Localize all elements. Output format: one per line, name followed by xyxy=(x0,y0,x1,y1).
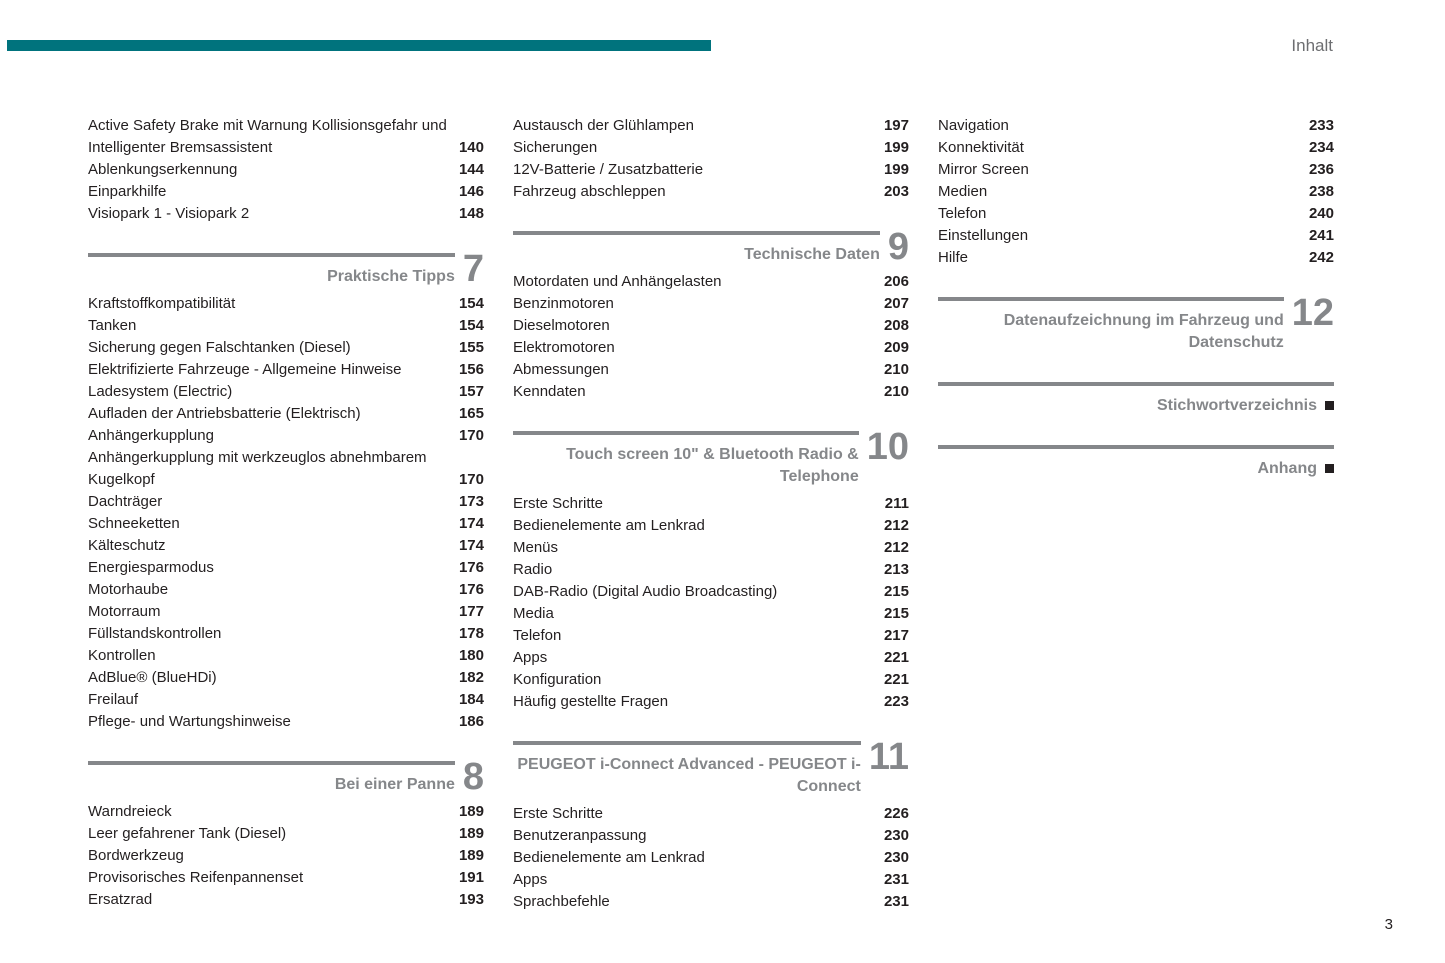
entry-label: Kontrollen xyxy=(88,647,156,664)
entry-label: Telefon xyxy=(938,205,987,222)
entry-page-number: 241 xyxy=(1308,227,1334,244)
toc-entry-group xyxy=(513,115,909,203)
entry-page-number: 209 xyxy=(883,339,909,356)
toc-entry xyxy=(88,447,484,491)
entry-page-number: 234 xyxy=(1308,139,1334,156)
entry-page-number: 199 xyxy=(883,161,909,178)
entry-page-number: 191 xyxy=(458,869,484,886)
entry-page-number: 178 xyxy=(458,625,484,642)
entry-page-number: 189 xyxy=(458,847,484,864)
toc-entry xyxy=(513,891,909,913)
toc-entry xyxy=(88,425,484,447)
toc-entry xyxy=(88,491,484,513)
entry-label: Ablenkungserkennung xyxy=(88,161,238,178)
section-header xyxy=(88,756,484,798)
toc-entry xyxy=(88,845,484,867)
section-rule xyxy=(88,253,455,257)
section-header-left xyxy=(513,741,861,798)
entry-label: Bedienelemente am Lenkrad xyxy=(513,517,705,534)
toc-entry xyxy=(938,159,1334,181)
entry-page-number: 165 xyxy=(458,405,484,422)
entry-page-number: 203 xyxy=(883,183,909,200)
entry-label: Austausch der Glühlampen xyxy=(513,117,694,134)
entry-page-number: 148 xyxy=(458,205,484,222)
toc-entry xyxy=(513,581,909,603)
entry-page-number: 238 xyxy=(1308,183,1334,200)
section-number: 9 xyxy=(887,226,909,268)
entry-label: Füllstandskontrollen xyxy=(88,625,222,642)
toc-entry xyxy=(938,203,1334,225)
toc-entry xyxy=(513,825,909,847)
section-header xyxy=(513,426,909,488)
toc-column-1 xyxy=(88,110,484,913)
toc-entry xyxy=(513,381,909,403)
toc-entry xyxy=(88,645,484,667)
entry-label: Sicherung gegen Falschtanken (Diesel) xyxy=(88,339,351,356)
toc-entry xyxy=(88,867,484,889)
entry-page-number: 217 xyxy=(883,627,909,644)
toc-entry xyxy=(938,115,1334,137)
entry-label: Motorhaube xyxy=(88,581,169,598)
entry-label: Apps xyxy=(513,871,548,888)
entry-list xyxy=(513,115,909,203)
toc-entry xyxy=(88,359,484,381)
section-rule xyxy=(513,741,861,745)
section-title: Praktische Tipps xyxy=(327,268,455,285)
section-title: Datenaufzeichnung im Fahrzeug und Datenschutz xyxy=(1003,312,1284,351)
toc-entry xyxy=(513,537,909,559)
toc-entry xyxy=(513,493,909,515)
toc-entry xyxy=(513,181,909,203)
section-number: 10 xyxy=(866,426,909,468)
square-marker-icon xyxy=(1325,464,1334,473)
entry-label: Ladesystem (Electric) xyxy=(88,383,233,400)
entry-list xyxy=(513,803,909,913)
entry-page-number: 240 xyxy=(1308,205,1334,222)
toc-entry xyxy=(513,159,909,181)
toc-entry xyxy=(88,535,484,557)
entry-list xyxy=(88,293,484,733)
toc-entry xyxy=(513,559,909,581)
page-number: 3 xyxy=(1384,916,1393,933)
toc-section xyxy=(513,426,909,713)
toc-entry xyxy=(513,669,909,691)
toc-entry xyxy=(513,271,909,293)
entry-label: Benzinmotoren xyxy=(513,295,614,312)
entry-label: Elektrifizierte Fahrzeuge - Allgemeine Hinweise xyxy=(88,361,402,378)
section-rule xyxy=(938,445,1334,449)
toc-entry-group xyxy=(88,115,484,225)
entry-label: Anhängerkupplung xyxy=(88,427,214,444)
entry-page-number: 212 xyxy=(883,539,909,556)
section-header-left xyxy=(88,253,455,288)
toc-entry xyxy=(513,847,909,869)
entry-label: Ersatzrad xyxy=(88,891,153,908)
entry-label: Medien xyxy=(938,183,988,200)
toc-entry xyxy=(513,315,909,337)
toc-entry xyxy=(88,557,484,579)
entry-page-number: 199 xyxy=(883,139,909,156)
entry-label: Einparkhilfe xyxy=(88,183,167,200)
entry-page-number: 221 xyxy=(883,671,909,688)
entry-page-number: 207 xyxy=(883,295,909,312)
toc-entry-group xyxy=(938,115,1334,269)
entry-page-number: 189 xyxy=(458,825,484,842)
toc-entry xyxy=(88,203,484,225)
toc-section xyxy=(938,382,1334,417)
toc-entry xyxy=(88,403,484,425)
entry-label: Kraftstoffkompatibilität xyxy=(88,295,236,312)
entry-label: Visiopark 1 - Visiopark 2 xyxy=(88,205,250,222)
entry-page-number: 230 xyxy=(883,827,909,844)
toc-entry xyxy=(88,801,484,823)
section-header-left xyxy=(513,431,859,488)
toc-entry xyxy=(938,225,1334,247)
section-rule xyxy=(938,382,1334,386)
toc-entry xyxy=(513,625,909,647)
section-rule xyxy=(513,431,859,435)
entry-label: Mirror Screen xyxy=(938,161,1029,178)
entry-label: Erste Schritte xyxy=(513,495,604,512)
entry-label: Einstellungen xyxy=(938,227,1029,244)
entry-page-number: 226 xyxy=(883,805,909,822)
toc-entry xyxy=(88,689,484,711)
section-rule xyxy=(88,761,455,765)
entry-label: Energiesparmodus xyxy=(88,559,214,576)
entry-list xyxy=(938,115,1334,269)
entry-list xyxy=(513,271,909,403)
entry-label: Abmessungen xyxy=(513,361,609,378)
entry-label: Elektromotoren xyxy=(513,339,615,356)
toc-section xyxy=(513,226,909,403)
section-header xyxy=(938,382,1334,417)
section-rule xyxy=(938,297,1284,301)
section-header xyxy=(938,445,1334,480)
entry-label: Benutzeranpassung xyxy=(513,827,647,844)
entry-label: Active Safety Brake mit Warnung Kollisionsgefahr und Intelligenter Bremsassistent xyxy=(88,117,447,156)
section-header-left xyxy=(938,445,1334,480)
section-title: Stichwortverzeichnis xyxy=(938,395,1334,417)
toc-entry xyxy=(938,181,1334,203)
toc-entry xyxy=(513,115,909,137)
entry-page-number: 215 xyxy=(883,583,909,600)
entry-label: Motordaten und Anhängelasten xyxy=(513,273,722,290)
entry-label: Leer gefahrener Tank (Diesel) xyxy=(88,825,287,842)
toc-section xyxy=(88,756,484,911)
entry-label: Motorraum xyxy=(88,603,161,620)
toc-entry xyxy=(88,711,484,733)
toc-entry xyxy=(88,513,484,535)
entry-page-number: 210 xyxy=(883,383,909,400)
toc-entry xyxy=(88,667,484,689)
entry-label: Bedienelemente am Lenkrad xyxy=(513,849,705,866)
entry-label: Dachträger xyxy=(88,493,163,510)
entry-label: Warndreieck xyxy=(88,803,172,820)
section-header xyxy=(513,736,909,798)
toc-columns xyxy=(88,110,1334,913)
section-title: Touch screen 10" & Bluetooth Radio & Telephone xyxy=(566,446,859,485)
entry-page-number: 236 xyxy=(1308,161,1334,178)
toc-entry xyxy=(513,359,909,381)
entry-label: Aufladen der Antriebsbatterie (Elektrisch) xyxy=(88,405,361,422)
entry-page-number: 221 xyxy=(883,649,909,666)
entry-list xyxy=(88,801,484,911)
section-title: PEUGEOT i-Connect Advanced - PEUGEOT i-Connect xyxy=(517,756,861,795)
entry-list xyxy=(513,493,909,713)
entry-page-number: 154 xyxy=(458,317,484,334)
section-rule xyxy=(513,231,880,235)
entry-page-number: 215 xyxy=(883,605,909,622)
section-header xyxy=(513,226,909,268)
entry-page-number: 211 xyxy=(884,495,909,512)
toc-entry xyxy=(513,515,909,537)
section-header xyxy=(88,248,484,290)
entry-label: Dieselmotoren xyxy=(513,317,610,334)
section-title: Technische Daten xyxy=(744,246,880,263)
entry-page-number: 174 xyxy=(458,537,484,554)
entry-label: Navigation xyxy=(938,117,1009,134)
entry-label: Häufig gestellte Fragen xyxy=(513,693,669,710)
entry-page-number: 242 xyxy=(1308,249,1334,266)
entry-page-number: 233 xyxy=(1308,117,1334,134)
entry-page-number: 176 xyxy=(458,559,484,576)
section-title: Anhang xyxy=(938,458,1334,480)
toc-entry xyxy=(88,823,484,845)
entry-page-number: 155 xyxy=(458,339,484,356)
entry-page-number: 144 xyxy=(458,161,484,178)
toc-column-2 xyxy=(513,110,909,913)
entry-label: Sicherungen xyxy=(513,139,598,156)
accent-bar xyxy=(7,40,711,51)
section-header-left xyxy=(88,761,455,796)
toc-entry xyxy=(513,137,909,159)
toc-entry xyxy=(513,803,909,825)
entry-page-number: 210 xyxy=(883,361,909,378)
entry-page-number: 212 xyxy=(883,517,909,534)
toc-section xyxy=(938,445,1334,480)
entry-page-number: 193 xyxy=(458,891,484,908)
toc-entry xyxy=(513,869,909,891)
entry-page-number: 208 xyxy=(883,317,909,334)
entry-page-number: 146 xyxy=(458,183,484,200)
toc-section xyxy=(938,292,1334,354)
entry-label: Apps xyxy=(513,649,548,666)
entry-label: Provisorisches Reifenpannenset xyxy=(88,869,304,886)
section-header-left xyxy=(513,231,880,266)
entry-page-number: 180 xyxy=(458,647,484,664)
toc-entry xyxy=(88,115,484,159)
entry-page-number: 206 xyxy=(883,273,909,290)
entry-label: 12V-Batterie / Zusatzbatterie xyxy=(513,161,704,178)
section-number: 7 xyxy=(462,248,484,290)
toc-entry xyxy=(88,579,484,601)
toc-entry xyxy=(88,337,484,359)
entry-label: Pflege- und Wartungshinweise xyxy=(88,713,291,730)
entry-label: Erste Schritte xyxy=(513,805,604,822)
section-header xyxy=(938,292,1334,354)
entry-page-number: 184 xyxy=(458,691,484,708)
toc-entry xyxy=(938,137,1334,159)
toc-entry xyxy=(513,691,909,713)
entry-label: Schneeketten xyxy=(88,515,180,532)
entry-label: Kälteschutz xyxy=(88,537,166,554)
entry-label: Fahrzeug abschleppen xyxy=(513,183,666,200)
entry-page-number: 230 xyxy=(883,849,909,866)
entry-label: Sprachbefehle xyxy=(513,893,610,910)
section-number: 8 xyxy=(462,756,484,798)
toc-entry xyxy=(513,293,909,315)
entry-page-number: 197 xyxy=(883,117,909,134)
entry-label: Telefon xyxy=(513,627,562,644)
entry-page-number: 231 xyxy=(883,893,909,910)
entry-page-number: 223 xyxy=(883,693,909,710)
entry-page-number: 170 xyxy=(458,427,484,444)
entry-page-number: 231 xyxy=(883,871,909,888)
entry-label: Media xyxy=(513,605,554,622)
section-header-left xyxy=(938,382,1334,417)
page-header-title: Inhalt xyxy=(1291,36,1333,55)
toc-entry xyxy=(88,181,484,203)
entry-label: Konnektivität xyxy=(938,139,1024,156)
toc-entry xyxy=(88,623,484,645)
entry-label: Bordwerkzeug xyxy=(88,847,184,864)
entry-page-number: 170 xyxy=(458,471,484,488)
section-title: Bei einer Panne xyxy=(334,776,455,793)
entry-label: Hilfe xyxy=(938,249,969,266)
entry-label: AdBlue® (BlueHDi) xyxy=(88,669,217,686)
toc-entry xyxy=(513,603,909,625)
entry-page-number: 189 xyxy=(458,803,484,820)
entry-page-number: 154 xyxy=(458,295,484,312)
toc-section xyxy=(88,248,484,733)
toc-entry xyxy=(88,159,484,181)
square-marker-icon xyxy=(1325,401,1334,410)
toc-entry xyxy=(513,337,909,359)
entry-page-number: 140 xyxy=(458,139,484,156)
toc-entry xyxy=(88,315,484,337)
entry-list xyxy=(88,115,484,225)
toc-column-3 xyxy=(938,110,1334,913)
entry-page-number: 156 xyxy=(458,361,484,378)
toc-entry xyxy=(88,293,484,315)
entry-page-number: 173 xyxy=(458,493,484,510)
section-number: 12 xyxy=(1291,292,1334,334)
section-header-left xyxy=(938,297,1284,354)
entry-page-number: 176 xyxy=(458,581,484,598)
entry-label: Tanken xyxy=(88,317,137,334)
entry-page-number: 157 xyxy=(458,383,484,400)
toc-section xyxy=(513,736,909,913)
entry-page-number: 182 xyxy=(458,669,484,686)
entry-label: Anhängerkupplung mit werkzeuglos abnehmbarem Kugelkopf xyxy=(88,449,427,488)
entry-label: Menüs xyxy=(513,539,559,556)
toc-entry xyxy=(88,601,484,623)
entry-label: DAB-Radio (Digital Audio Broadcasting) xyxy=(513,583,778,600)
entry-page-number: 213 xyxy=(883,561,909,578)
entry-page-number: 174 xyxy=(458,515,484,532)
toc-entry xyxy=(513,647,909,669)
entry-page-number: 177 xyxy=(458,603,484,620)
section-number: 11 xyxy=(868,736,909,778)
toc-entry xyxy=(88,381,484,403)
entry-page-number: 186 xyxy=(458,713,484,730)
entry-label: Radio xyxy=(513,561,553,578)
toc-entry xyxy=(938,247,1334,269)
entry-label: Kenndaten xyxy=(513,383,586,400)
entry-label: Konfiguration xyxy=(513,671,602,688)
toc-entry xyxy=(88,889,484,911)
entry-label: Freilauf xyxy=(88,691,139,708)
